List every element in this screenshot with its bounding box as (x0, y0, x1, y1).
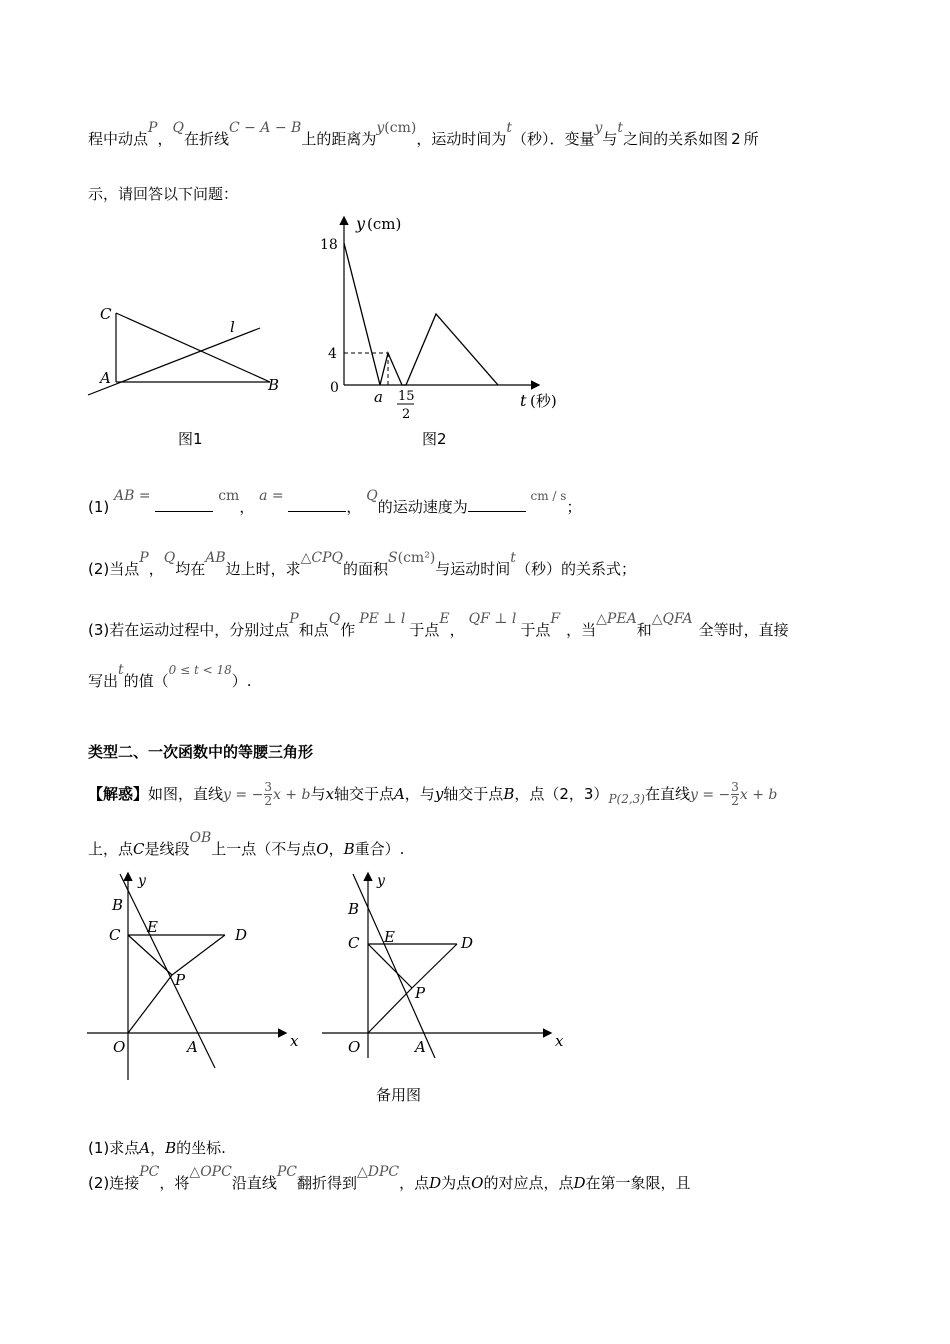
math-PC: PC (139, 1164, 160, 1180)
label-A: A (100, 369, 111, 387)
math-eq: x + b (739, 787, 778, 803)
math-PE: PE ⊥ l (359, 611, 406, 627)
label-l: l (230, 318, 235, 336)
math-P: P(2,3) (608, 792, 645, 806)
text: 2 (731, 130, 741, 148)
segment-CP (128, 935, 172, 975)
denominator: 2 (731, 794, 739, 808)
paragraph-line-2: 示，请回答以下问题： (88, 185, 239, 203)
label-E: E (147, 918, 158, 936)
segment-DP (172, 935, 225, 975)
math-A: A (139, 1139, 151, 1157)
text: 是线段 (144, 840, 190, 858)
text: 与运动时间 (435, 560, 511, 578)
math-x: x (325, 785, 334, 803)
unit-cm: cm (218, 488, 240, 504)
tick-18: 18 (320, 237, 338, 253)
label-x: x (555, 1032, 564, 1050)
subquestion-1 (88, 1137, 226, 1158)
figure-2-caption: 图2 (422, 430, 447, 448)
math-eq: y = − (223, 787, 264, 803)
figure-3 (85, 868, 315, 1083)
question-3-line-2 (88, 662, 252, 691)
label-O: O (113, 1038, 126, 1056)
numerator: 3 (731, 780, 739, 794)
math-Q: Q (328, 611, 341, 627)
denominator: 2 (264, 794, 272, 808)
math-D: D (573, 1174, 586, 1192)
label-P: P (415, 984, 426, 1002)
text: ， (346, 498, 362, 516)
text: ， (157, 130, 173, 148)
unit-speed: cm / s (530, 489, 567, 503)
text: 的值（ (123, 672, 169, 690)
text: 的坐标. (176, 1139, 226, 1157)
text: 均在 (175, 560, 206, 578)
tick-0: 0 (330, 380, 339, 396)
segment-CB (116, 313, 270, 382)
math-t: t (506, 120, 512, 136)
question-3 (88, 611, 789, 640)
text: ， (148, 560, 164, 578)
text: 程中动点 (88, 130, 149, 148)
label-x: x (290, 1032, 299, 1050)
math-A: A (393, 785, 405, 803)
label-B: B (268, 376, 280, 394)
math-Q: Q (163, 550, 176, 566)
math-triangle: △CPQ (300, 550, 344, 566)
axis-label-y: y (356, 214, 366, 233)
math-E: E (439, 611, 450, 627)
text: ， (239, 498, 255, 516)
text: 重合）. (354, 840, 405, 858)
math-QF: QF ⊥ l (468, 611, 517, 627)
label-A: A (187, 1038, 198, 1056)
math-unit: (cm) (384, 120, 417, 136)
text: 翻折得到 (296, 1174, 357, 1192)
text: （秒）．变量 (511, 130, 595, 148)
text: 的面积 (343, 560, 389, 578)
graph-polyline (344, 243, 498, 385)
math-OPC: △OPC (189, 1164, 232, 1180)
math-P: P (148, 120, 158, 136)
question-1 (88, 488, 582, 517)
math-D: D (429, 1174, 442, 1192)
math-AB: AB (205, 550, 226, 566)
math-t: t (118, 662, 124, 678)
q-number: (2) (88, 560, 110, 578)
text: 当点 (109, 560, 140, 578)
math-Q: Q (366, 488, 378, 504)
label-B: B (348, 900, 360, 918)
q-number: (2) (88, 1174, 110, 1192)
text: 于点 (409, 621, 440, 639)
math-path: C − A − B (228, 120, 302, 136)
text: 作 (340, 621, 356, 639)
label-C: C (348, 934, 360, 952)
text: ； (566, 498, 582, 516)
subquestion-2 (88, 1164, 691, 1193)
label-B: B (112, 896, 124, 914)
label-y: y (377, 873, 385, 889)
tick-4: 4 (328, 346, 337, 362)
text: 于点 (520, 621, 551, 639)
paragraph-line-1 (88, 120, 759, 149)
math-PC: PC (276, 1164, 297, 1180)
segment-OP (128, 975, 172, 1033)
problem-line-2 (88, 830, 405, 859)
problem-line-1 (88, 781, 777, 808)
tick-a: a (374, 388, 383, 406)
text: 与 (602, 130, 618, 148)
text: 写出 (88, 672, 119, 690)
figure-4 (320, 868, 570, 1083)
tick-15: 15 (398, 389, 415, 404)
axis-label-t: t (520, 391, 527, 410)
unit-cm2: (cm²) (397, 550, 436, 566)
question-2 (88, 550, 636, 579)
tag: 【解惑】 (88, 785, 149, 803)
numerator: 3 (264, 780, 272, 794)
text: 上，点 (88, 840, 134, 858)
text: 为点 (441, 1174, 472, 1192)
math-B: B (343, 840, 355, 858)
figure-1 (80, 300, 300, 410)
text: 之间的关系如图 (623, 130, 729, 148)
section-heading: 类型二、一次函数中的等腰三角形 (88, 743, 314, 761)
text: 轴交于点 (333, 785, 394, 803)
math-B: B (503, 785, 515, 803)
fraction (264, 781, 272, 808)
text: 在折线 (183, 130, 229, 148)
math-y: y (434, 785, 444, 803)
text: 连接 (109, 1174, 140, 1192)
label-D: D (461, 934, 474, 952)
answer-blank-2[interactable] (288, 497, 346, 512)
label-C: C (100, 305, 112, 323)
axis-unit-t: (秒) (530, 392, 557, 410)
text: ， (449, 621, 465, 639)
q-number: (3) (88, 621, 110, 639)
text: 沿直线 (231, 1174, 277, 1192)
figure-2 (310, 210, 580, 430)
math-O: O (316, 840, 329, 858)
text: ，与 (404, 785, 435, 803)
math-Q: Q (172, 120, 184, 136)
text: 和 (636, 621, 652, 639)
math-O: O (471, 1174, 484, 1192)
math-DPC: △DPC (356, 1164, 400, 1180)
text: 边上时，求 (225, 560, 301, 578)
label-O: O (348, 1038, 361, 1056)
math-t: t (617, 120, 624, 136)
text: 所 (743, 130, 759, 148)
segment-CP (368, 944, 412, 988)
math-B: B (165, 1139, 177, 1157)
math-OB: OB (189, 830, 212, 846)
math-t: t (510, 550, 516, 566)
text: ，点 (399, 1174, 430, 1192)
text: 上的距离为 (301, 130, 377, 148)
label-E: E (384, 928, 395, 946)
math-eq: x + b (272, 787, 311, 803)
text: 的对应点，点 (483, 1174, 574, 1192)
text: ， (328, 840, 344, 858)
text: ，当 (566, 621, 597, 639)
text: ，运动时间为 (416, 130, 507, 148)
text: 如图，直线 (148, 785, 224, 803)
answer-blank-1[interactable] (155, 497, 213, 512)
label-A: A (415, 1038, 426, 1056)
line-AB (353, 874, 435, 1058)
math-PEA: △PEA (596, 611, 637, 627)
figure-4-caption: 备用图 (376, 1086, 422, 1104)
math-F: F (550, 611, 561, 627)
q-number: (1) (88, 498, 110, 516)
label-y: y (138, 873, 146, 889)
math-P: P (139, 550, 149, 566)
fraction (731, 781, 739, 808)
text: 在直线 (644, 785, 690, 803)
text: ， (150, 1139, 166, 1157)
segment-DP (412, 944, 457, 988)
text: ）. (231, 672, 252, 690)
text: 的运动速度为 (377, 498, 468, 516)
axis-unit-y: (cm) (367, 215, 402, 233)
math-condition: 0 ≤ t < 18 (168, 663, 232, 677)
text: 轴交于点 (443, 785, 504, 803)
text: ，点（2，3） (514, 785, 609, 803)
text: （秒）的关系式； (515, 560, 636, 578)
math-y: y (376, 120, 385, 136)
label-D: D (235, 926, 248, 944)
math-S: S (388, 550, 398, 566)
math-a: a = (259, 488, 284, 504)
text: 上一点（不与点 (211, 840, 317, 858)
math-QFA: △QFA (651, 611, 693, 627)
math-y: y (594, 120, 603, 136)
math-eq: y = − (689, 787, 731, 803)
answer-blank-3[interactable] (468, 497, 526, 512)
text: 在第一象限，且 (585, 1174, 691, 1192)
tick-2: 2 (402, 407, 411, 422)
text: 若在运动过程中，分别过点 (109, 621, 290, 639)
label-P: P (175, 971, 186, 989)
math-P: P (289, 611, 299, 627)
text: ，将 (159, 1174, 190, 1192)
label-C: C (109, 926, 121, 944)
text: 全等时，直接 (698, 621, 789, 639)
text: 求点 (109, 1139, 140, 1157)
q-number: (1) (88, 1139, 110, 1157)
segment-OP (368, 988, 412, 1033)
text: 和点 (298, 621, 329, 639)
math-C: C (133, 840, 145, 858)
text: 与 (310, 785, 326, 803)
figure-1-caption: 图1 (178, 430, 203, 448)
line-l (88, 328, 260, 395)
math-AB: AB = (114, 488, 151, 504)
